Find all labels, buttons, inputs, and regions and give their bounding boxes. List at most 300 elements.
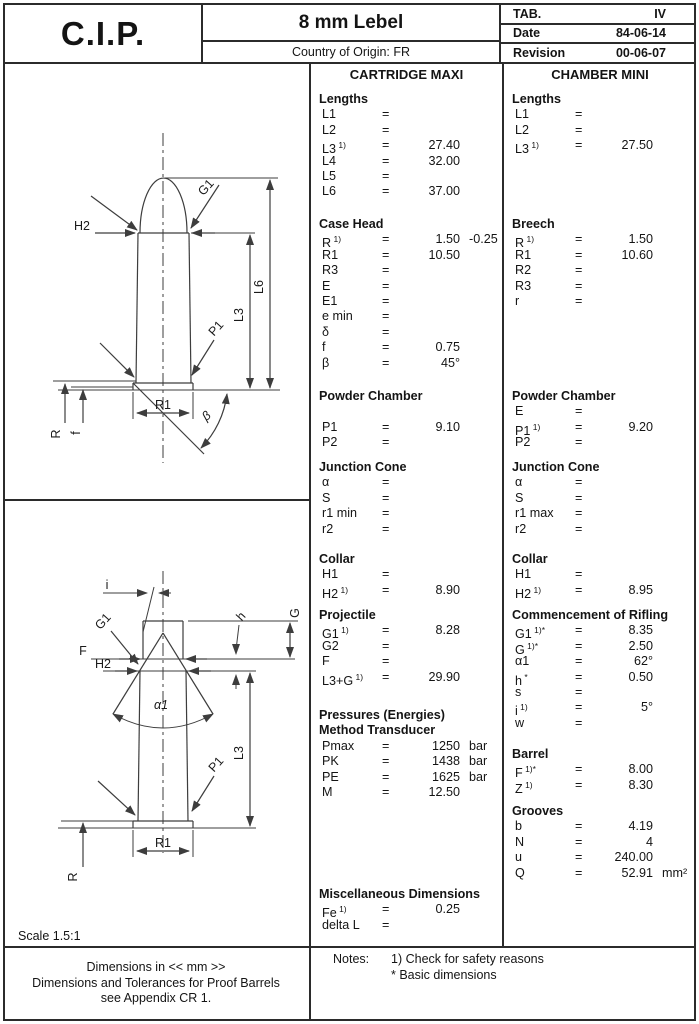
row-extra <box>653 138 662 153</box>
cartridge-drawing <box>3 63 309 504</box>
equals-sign: = <box>575 247 583 262</box>
row-value: 32.00 <box>428 153 460 168</box>
row-value: 52.91 <box>621 865 653 880</box>
equals-sign: = <box>575 521 583 536</box>
equals-sign <box>382 404 396 419</box>
equals-sign: = <box>382 490 390 505</box>
row-value: 1250 <box>431 738 460 753</box>
spec-row <box>504 294 696 309</box>
equals-sign: = <box>575 819 583 834</box>
row-value <box>589 279 653 294</box>
row-label: L3 $^{1)}$ <box>322 140 346 157</box>
header-meta-cell <box>499 5 694 62</box>
row-value: 8.95 <box>628 582 653 597</box>
spec-row <box>504 866 696 881</box>
column-title: CARTRIDGE MAXI <box>349 67 464 82</box>
spec-row <box>311 475 502 490</box>
spec-row <box>504 819 696 834</box>
spec-row <box>504 835 696 850</box>
header <box>5 5 694 62</box>
equals-sign: = <box>575 865 583 880</box>
row-label: r1 max <box>515 506 554 521</box>
row-value: 9.10 <box>435 419 460 434</box>
spec-section <box>311 389 502 451</box>
row-value <box>396 404 460 419</box>
row-label: P2 <box>322 435 338 450</box>
row-extra <box>653 420 662 435</box>
equals-sign: = <box>575 669 583 684</box>
header-org-cell <box>5 5 201 62</box>
spec-section <box>504 552 696 601</box>
row-label: L5 <box>322 168 337 183</box>
row-extra <box>653 435 662 450</box>
spec-section <box>504 747 696 796</box>
footer-dimensions-note <box>3 948 309 1021</box>
row-extra: bar <box>469 738 488 753</box>
row-value <box>589 123 653 138</box>
row-extra <box>653 762 662 777</box>
equals-sign: = <box>382 168 390 183</box>
row-extra <box>460 248 469 263</box>
row-value <box>396 279 460 294</box>
equals-sign: = <box>382 435 390 450</box>
row-label: R2 <box>515 263 532 278</box>
header-title-cell <box>201 5 499 62</box>
row-label: Pmax <box>322 738 355 753</box>
equals-sign: = <box>575 506 583 521</box>
row-value: 4 <box>645 834 653 849</box>
row-value <box>396 435 460 450</box>
dim-label-r1: R1 <box>155 398 171 412</box>
spec-row <box>311 138 502 157</box>
equals-sign: = <box>575 475 583 490</box>
equals-sign: = <box>575 138 583 153</box>
spec-row <box>311 294 502 309</box>
row-label: H2 $^{1)}$ <box>322 584 349 601</box>
row-value: 2.50 <box>628 638 653 653</box>
equals-sign: = <box>575 834 583 849</box>
row-extra <box>460 294 469 309</box>
spec-row <box>504 850 696 865</box>
row-label: F <box>322 654 330 669</box>
row-label: R1 <box>515 247 532 262</box>
row-extra <box>653 248 662 263</box>
spec-row <box>311 279 502 294</box>
row-extra <box>653 654 662 669</box>
section-heading: Junction Cone <box>512 460 600 474</box>
row-value <box>396 491 460 506</box>
section-heading: Junction Cone <box>319 460 407 474</box>
row-superscript: * <box>522 671 528 682</box>
footer-line: Dimensions in << mm >> <box>86 960 226 974</box>
note-line: * Basic dimensions <box>391 967 497 982</box>
row-extra <box>460 785 469 800</box>
row-label: δ <box>322 324 330 339</box>
row-label: N <box>515 834 525 849</box>
equals-sign: = <box>382 419 390 434</box>
spec-row <box>311 169 502 184</box>
meta-value: 00-06-07 <box>615 45 666 60</box>
row-superscript: 1) <box>529 140 539 151</box>
row-extra: mm² <box>662 865 688 880</box>
row-extra <box>460 184 469 199</box>
row-value <box>589 435 653 450</box>
row-extra <box>460 123 469 138</box>
row-label: E1 <box>322 293 338 308</box>
spec-row <box>504 716 696 731</box>
row-value <box>589 475 653 490</box>
row-label: delta L <box>322 917 360 932</box>
cartridge-maxi-column <box>311 62 502 947</box>
row-label: w <box>515 715 525 730</box>
row-extra <box>460 340 469 355</box>
row-label: α <box>322 475 330 490</box>
spec-section <box>504 460 696 537</box>
footer-notes <box>311 948 694 1021</box>
meta-row-revision <box>501 42 694 62</box>
dim-label-h: h <box>233 609 249 624</box>
row-label: E <box>515 404 524 419</box>
spec-row <box>504 248 696 263</box>
equals-sign: = <box>382 654 390 669</box>
row-label: E <box>322 278 331 293</box>
row-value <box>396 169 460 184</box>
row-label: b <box>515 819 523 834</box>
equals-sign: = <box>382 340 390 355</box>
equals-sign: = <box>575 263 583 278</box>
row-superscript: 1) <box>338 625 349 636</box>
spec-row <box>311 654 502 669</box>
row-label: α <box>515 475 523 490</box>
row-label: G2 <box>322 638 339 653</box>
spec-row <box>311 491 502 506</box>
notes-lines <box>391 952 694 1021</box>
dim-label-alpha1: α1 <box>153 698 169 712</box>
row-label: i $^{1)}$ <box>515 702 528 719</box>
row-superscript: 1) <box>353 671 364 682</box>
org-logo-text: C.I.P. <box>60 14 146 52</box>
row-extra <box>460 506 469 521</box>
row-value: 10.60 <box>621 247 653 262</box>
row-value: 10.50 <box>428 247 460 262</box>
spec-section <box>504 608 696 731</box>
row-extra <box>460 279 469 294</box>
dim-label-r: R <box>49 429 63 439</box>
row-value <box>396 522 460 537</box>
row-value <box>589 263 653 278</box>
row-extra <box>653 639 662 654</box>
row-extra <box>460 435 469 450</box>
section-heading: Powder Chamber <box>319 389 423 403</box>
row-label: G1 $^{1)*}$ <box>515 625 546 642</box>
equals-sign: = <box>382 669 390 684</box>
row-label: H1 <box>515 567 532 582</box>
row-superscript: 1)* <box>531 625 546 636</box>
row-extra <box>653 623 662 638</box>
spec-row <box>311 506 502 521</box>
row-extra <box>653 778 662 793</box>
row-superscript: 1) <box>331 234 342 245</box>
section-heading: Powder Chamber <box>512 389 616 403</box>
row-value <box>396 123 460 138</box>
equals-sign: = <box>382 567 390 582</box>
row-extra <box>653 123 662 138</box>
section-heading: Commencement of Rifling <box>512 608 669 622</box>
row-value <box>589 404 653 419</box>
spec-row <box>311 754 502 769</box>
row-label: e min <box>322 309 353 324</box>
row-superscript: 1) <box>338 584 349 595</box>
row-label: S <box>322 490 331 505</box>
spec-row <box>311 522 502 537</box>
row-label: h * <box>515 671 528 688</box>
row-label: L1 <box>515 107 530 122</box>
row-label <box>311 404 382 419</box>
row-superscript: 1) <box>531 584 542 595</box>
row-value: 1.50 <box>435 232 460 247</box>
row-value: 8.90 <box>435 582 460 597</box>
row-extra <box>653 263 662 278</box>
spec-row <box>311 356 502 371</box>
equals-sign: = <box>382 754 390 769</box>
row-label: R3 <box>515 278 532 293</box>
equals-sign: = <box>382 738 390 753</box>
section-heading: Collar <box>319 552 355 566</box>
spec-row <box>504 623 696 642</box>
row-extra <box>653 294 662 309</box>
row-extra <box>653 835 662 850</box>
equals-sign: = <box>382 153 390 168</box>
row-extra <box>653 475 662 490</box>
section-heading: Breech <box>512 217 555 231</box>
meta-label: Revision <box>513 45 566 60</box>
column-title: CHAMBER MINI <box>551 67 649 82</box>
row-extra: bar <box>469 754 488 769</box>
section-heading: Collar <box>512 552 548 566</box>
row-label: s <box>515 684 522 699</box>
page-title: 8 mm Lebel <box>298 11 404 33</box>
row-value <box>589 491 653 506</box>
dim-label-f: F <box>79 644 87 658</box>
meta-row-date <box>501 23 694 43</box>
row-extra <box>653 700 662 715</box>
spec-row <box>504 567 696 582</box>
row-extra <box>460 325 469 340</box>
spec-row <box>311 435 502 450</box>
row-superscript: 1) <box>336 904 347 915</box>
dim-label-p1: P1 <box>205 317 227 339</box>
row-superscript: 1) <box>524 234 535 245</box>
meta-value: IV <box>654 6 666 21</box>
equals-sign: = <box>382 506 390 521</box>
equals-sign: = <box>575 715 583 730</box>
spec-row <box>311 107 502 122</box>
row-extra <box>460 263 469 278</box>
row-value <box>589 522 653 537</box>
row-label: L3+G $^{1)}$ <box>322 671 364 688</box>
row-value: 29.90 <box>428 669 460 684</box>
spec-section <box>504 217 696 309</box>
spec-row <box>504 777 696 796</box>
spec-row <box>311 739 502 754</box>
row-superscript: 1) <box>517 702 528 713</box>
spec-row <box>504 475 696 490</box>
row-extra <box>653 850 662 865</box>
meta-value: 84-06-14 <box>615 26 666 41</box>
row-extra <box>460 107 469 122</box>
spec-section <box>311 460 502 537</box>
row-value <box>589 294 653 309</box>
equals-sign: = <box>575 777 583 792</box>
row-label: M <box>322 784 333 799</box>
equals-sign: = <box>575 278 583 293</box>
row-label: PK <box>322 754 339 769</box>
row-extra <box>460 567 469 582</box>
section-heading: Grooves <box>512 804 564 818</box>
row-extra <box>653 567 662 582</box>
row-value: 240.00 <box>614 850 653 865</box>
equals-sign: = <box>382 623 390 638</box>
section-heading: Pressures (Energies) <box>319 708 445 722</box>
dim-label-i: i <box>105 578 109 592</box>
row-extra <box>460 356 469 371</box>
spec-row <box>311 623 502 642</box>
row-extra <box>653 404 662 419</box>
spec-row <box>504 762 696 781</box>
spec-row <box>311 248 502 263</box>
country-of-origin: Country of Origin: FR <box>203 40 499 62</box>
section-heading: Lengths <box>319 92 368 106</box>
equals-sign: = <box>382 521 390 536</box>
row-label: L3 $^{1)}$ <box>515 140 539 157</box>
row-label: u <box>515 850 523 865</box>
equals-sign: = <box>382 293 390 308</box>
dim-label-l3: L3 <box>232 746 246 760</box>
section-subheading: Method Transducer <box>319 723 436 738</box>
row-value: 8.28 <box>435 623 460 638</box>
row-value <box>396 654 460 669</box>
row-value: 0.25 <box>435 902 460 917</box>
dim-label-p1: P1 <box>205 753 227 775</box>
row-extra <box>460 169 469 184</box>
row-extra <box>460 902 469 917</box>
equals-sign: = <box>575 293 583 308</box>
equals-sign: = <box>575 419 583 434</box>
equals-sign: = <box>575 582 583 597</box>
spec-row <box>311 567 502 582</box>
equals-sign: = <box>575 654 583 669</box>
row-extra <box>653 232 662 247</box>
spec-row <box>311 154 502 169</box>
row-value: 8.35 <box>628 623 653 638</box>
row-label: P1 <box>322 419 338 434</box>
spec-row <box>311 309 502 324</box>
row-label: L2 <box>515 122 530 137</box>
row-value <box>396 475 460 490</box>
dim-label-r: R <box>66 872 80 882</box>
spec-row <box>504 123 696 138</box>
equals-sign: = <box>382 278 390 293</box>
row-label: f <box>322 340 326 355</box>
spec-row <box>504 107 696 122</box>
spec-row <box>504 279 696 294</box>
row-value: 0.50 <box>628 669 653 684</box>
row-label: r1 min <box>322 506 357 521</box>
spec-row <box>504 506 696 521</box>
section-heading: Case Head <box>319 217 384 231</box>
row-value <box>589 685 653 700</box>
equals-sign: = <box>382 475 390 490</box>
row-value: 27.50 <box>621 138 653 153</box>
spec-row <box>311 263 502 278</box>
row-extra <box>460 475 469 490</box>
meta-label: TAB. <box>513 6 542 21</box>
row-label: β <box>322 355 330 370</box>
row-label: R $^{1)}$ <box>515 234 535 251</box>
row-label: S <box>515 490 524 505</box>
row-value: 1438 <box>431 754 460 769</box>
row-label: P2 <box>515 435 531 450</box>
equals-sign: = <box>382 232 390 247</box>
spec-row <box>311 184 502 199</box>
spec-section <box>504 389 696 451</box>
spec-row <box>311 420 502 435</box>
equals-sign: = <box>575 762 583 777</box>
row-label: r2 <box>322 521 334 536</box>
row-value <box>589 716 653 731</box>
row-value <box>396 325 460 340</box>
row-value: 37.00 <box>428 184 460 199</box>
row-value: 9.20 <box>628 419 653 434</box>
row-label: H1 <box>322 567 339 582</box>
spec-row <box>311 325 502 340</box>
row-superscript: 1) <box>336 140 346 151</box>
row-value: 5° <box>640 700 653 715</box>
chamber-mini-column <box>504 62 696 947</box>
row-value <box>396 263 460 278</box>
dim-label-h2: H2 <box>74 219 90 233</box>
spec-section <box>504 92 696 157</box>
row-label: L1 <box>322 107 337 122</box>
spec-row <box>311 582 502 601</box>
section-heading: Lengths <box>512 92 561 106</box>
equals-sign: = <box>382 324 390 339</box>
row-extra <box>653 522 662 537</box>
equals-sign: = <box>382 184 390 199</box>
row-extra <box>460 670 469 685</box>
dim-label-g: G <box>288 608 302 618</box>
spec-section <box>311 708 502 800</box>
spec-row <box>311 902 502 921</box>
equals-sign: = <box>382 582 390 597</box>
equals-sign: = <box>382 784 390 799</box>
section-heading: Barrel <box>512 747 549 761</box>
spec-section <box>311 92 502 200</box>
spec-section <box>311 552 502 601</box>
row-extra: -0.25 <box>469 232 498 247</box>
spec-row <box>311 785 502 800</box>
row-extra <box>653 819 662 834</box>
row-extra <box>460 138 469 153</box>
row-value: 4.19 <box>628 819 653 834</box>
spec-row <box>311 232 502 251</box>
equals-sign: = <box>382 355 390 370</box>
spec-row <box>504 638 696 657</box>
row-extra <box>653 491 662 506</box>
equals-sign: = <box>382 138 390 153</box>
equals-sign: = <box>382 263 390 278</box>
spec-row <box>311 639 502 654</box>
